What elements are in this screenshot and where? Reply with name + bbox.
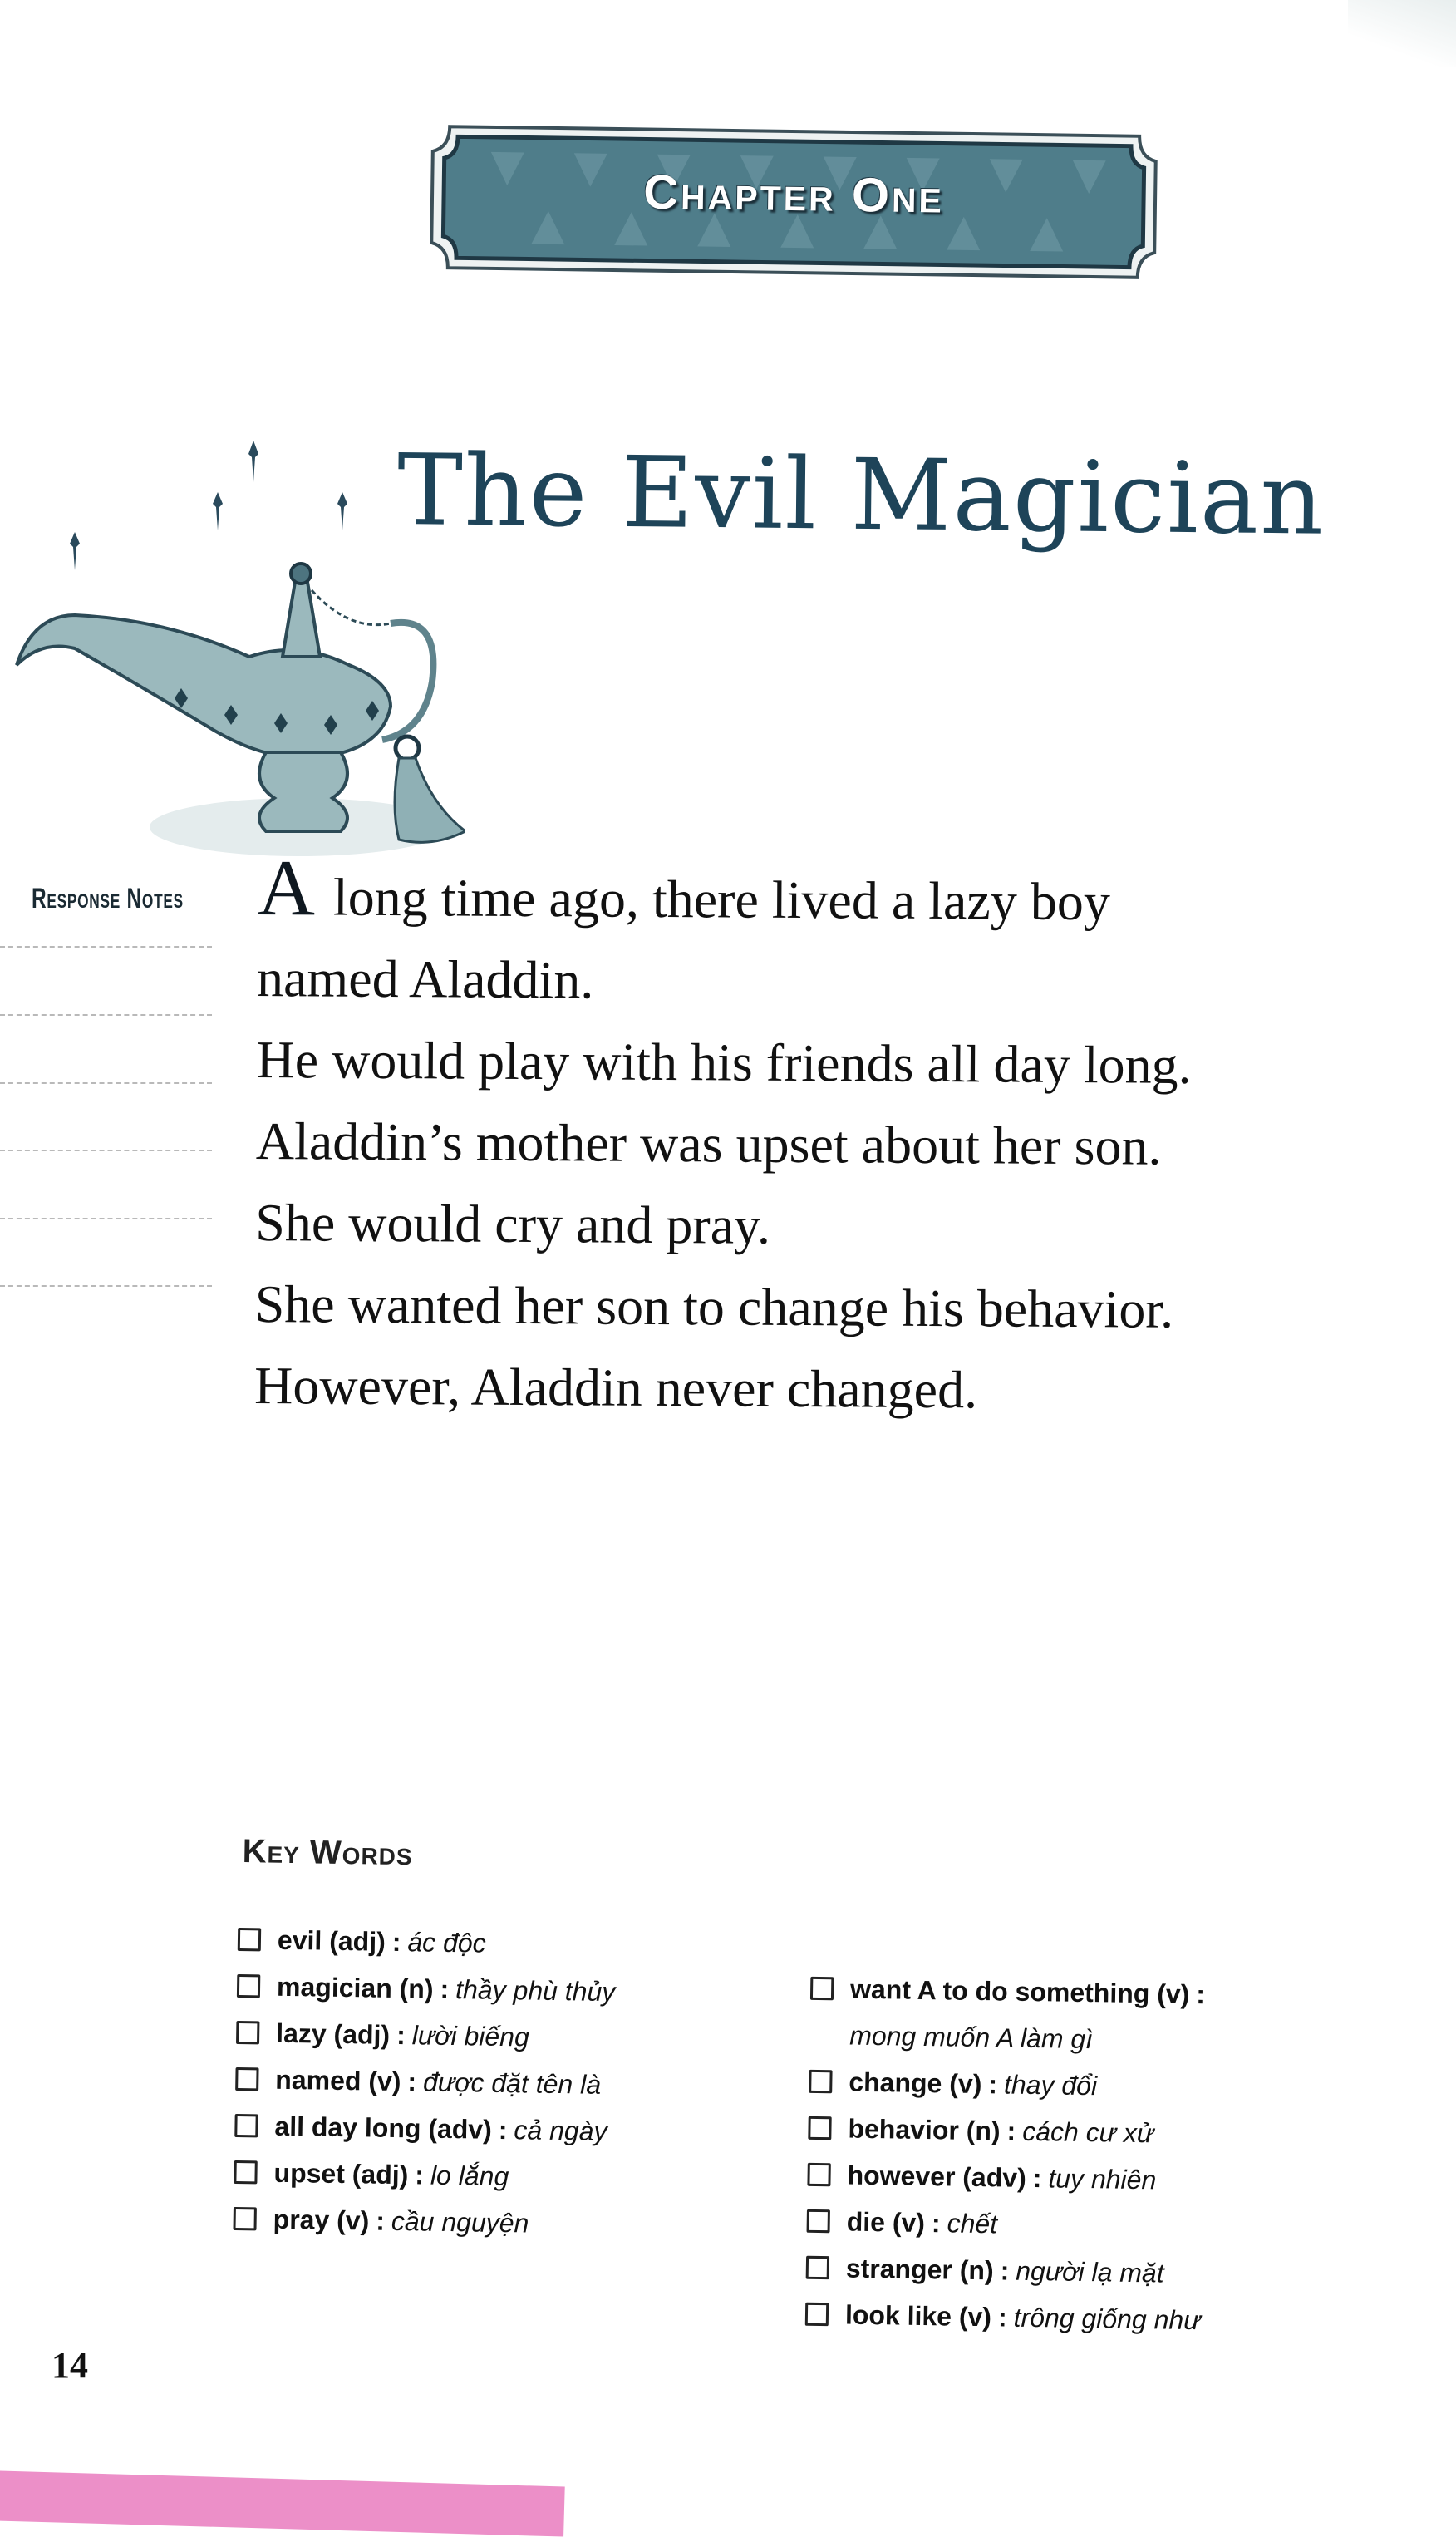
page-number: 14 — [52, 2345, 88, 2386]
checkbox[interactable] — [233, 2207, 256, 2230]
checkbox[interactable] — [805, 2303, 829, 2326]
checkbox[interactable] — [234, 2114, 258, 2137]
story-line: named Aladdin. — [256, 948, 594, 1010]
story-line: She would cry and pray. — [255, 1192, 771, 1255]
key-word-meaning: mong muốn A làm gì — [849, 2020, 1094, 2055]
key-word-item: change (v) : thay đổi — [809, 2058, 1211, 2111]
response-note-line[interactable] — [0, 946, 212, 948]
response-note-line[interactable] — [0, 1218, 212, 1219]
story-text — [253, 843, 1371, 1433]
key-words-left-column — [233, 1916, 616, 2248]
key-word-item: named (v) : được đặt tên là — [235, 2056, 614, 2108]
key-words-title: Key Words — [242, 1833, 413, 1873]
story-line: A long time ago, there lived a lazy boy — [257, 843, 1111, 933]
checkbox[interactable] — [807, 2163, 830, 2186]
checkbox[interactable] — [809, 2070, 832, 2093]
key-word-item: want A to do something (v) : — [810, 1965, 1213, 2018]
story-title: The Evil Magician — [396, 432, 1326, 557]
key-word-item: magician (n) : thầy phù thủy — [237, 1963, 616, 2015]
response-note-line[interactable] — [0, 1014, 212, 1016]
key-word-item: behavior (n) : cách cư xử — [808, 2105, 1210, 2158]
pink-page-edge — [0, 2470, 565, 2537]
checkbox[interactable] — [238, 1928, 261, 1951]
checkbox[interactable] — [808, 2116, 831, 2140]
magic-lamp-icon — [0, 416, 465, 865]
checkbox[interactable] — [810, 1977, 834, 2000]
key-words-right-column — [805, 1965, 1213, 2344]
key-word-item: die (v) : chết — [806, 2198, 1208, 2251]
story-line: She wanted her son to change his behavior. — [254, 1273, 1174, 1339]
checkbox[interactable] — [235, 2067, 258, 2091]
checkbox[interactable] — [807, 2209, 830, 2233]
key-word-item: all day long (adv) : cả ngày — [234, 2102, 613, 2155]
key-words-section — [239, 1833, 1320, 2336]
drop-cap: A — [257, 843, 316, 933]
checkbox[interactable] — [236, 2021, 259, 2044]
chapter-label: Chapter One — [642, 165, 945, 224]
checkbox[interactable] — [806, 2256, 829, 2279]
key-word-item: lazy (adj) : lười biếng — [236, 2009, 615, 2062]
key-word-item: pray (v) : cầu nguyện — [233, 2195, 612, 2248]
story-line: Aladdin’s mother was upset about her son. — [255, 1111, 1162, 1176]
key-word-item: however (adv) : tuy nhiên — [807, 2151, 1209, 2204]
key-word-item: evil (adj) : ác độc — [238, 1916, 617, 1968]
key-word-item: upset (adj) : lo lắng — [234, 2149, 612, 2201]
checkbox[interactable] — [234, 2160, 257, 2184]
response-notes-label: Response Notes — [32, 883, 184, 914]
response-note-line[interactable] — [0, 1150, 212, 1151]
key-word-item: stranger (n) : người lạ mặt — [805, 2244, 1208, 2298]
checkbox[interactable] — [237, 1974, 260, 1998]
response-note-line[interactable] — [0, 1285, 212, 1287]
chapter-banner — [423, 118, 1165, 286]
page-corner-shadow — [1348, 0, 1456, 67]
story-line: He would play with his friends all day long. — [256, 1029, 1192, 1095]
key-word-item: look like (v) : trông giống như — [805, 2291, 1208, 2344]
response-note-line[interactable] — [0, 1082, 212, 1084]
story-line: However, Aladdin never changed. — [253, 1355, 978, 1420]
